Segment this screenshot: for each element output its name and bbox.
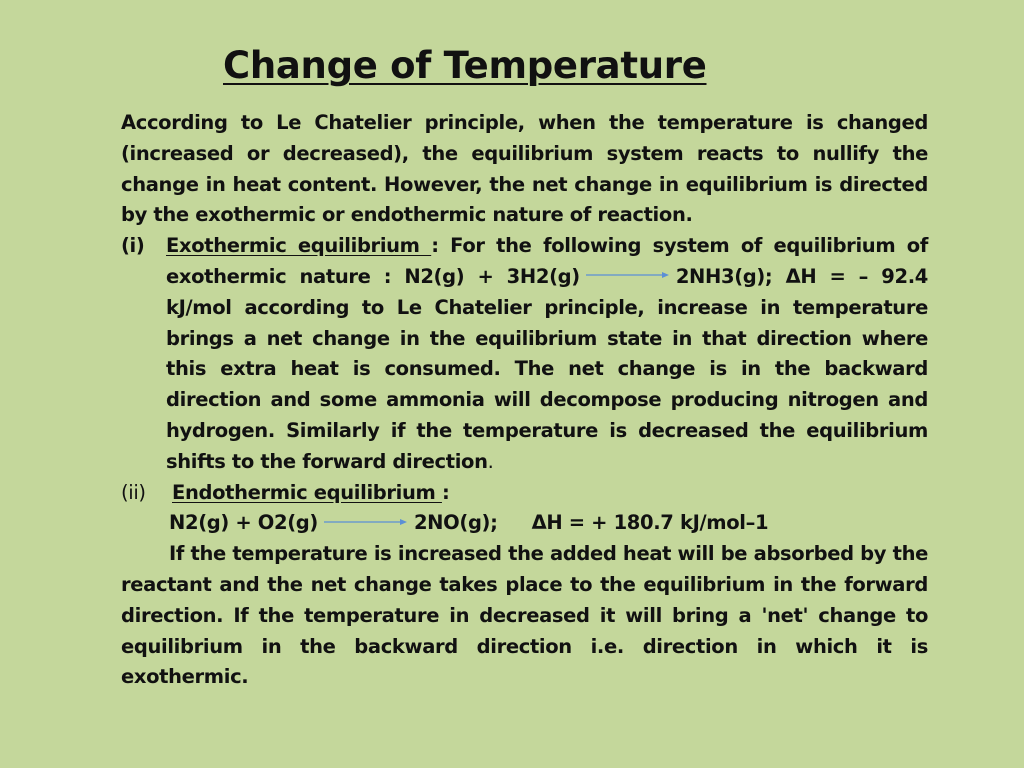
exothermic-heading: Exothermic equilibrium (166, 234, 432, 258)
intro-paragraph: According to Le Chatelier principle, when the temperature is changed (increased or decreased), the equilibrium system reacts to nullify the change in heat content. However, the net change in equilibrium is directed by the exothermic or endothermic nature of reaction. (121, 111, 928, 227)
exothermic-body (166, 231, 928, 477)
endothermic-equation (121, 508, 928, 539)
endothermic-reactants: N2(g) + O2(g) (169, 511, 318, 535)
page-title: Change of Temperature (223, 44, 707, 87)
endothermic-product: 2NO(g); (413, 511, 498, 535)
endothermic-colon: : (441, 480, 450, 504)
exothermic-marker: (i) (121, 234, 145, 258)
forward-arrow-icon (324, 518, 408, 526)
exothermic-product: 2NH3(g); ΔH = – 92.4 kJ/mol (166, 264, 928, 319)
endothermic-paragraph: If the temperature is increased the added heat will be absorbed by the reactant and the net change takes place to the equilibrium in the forward direction. If the temperature in decreased it will bring a 'net' change to equilibrium in the backward direction i.e. direction in which it is exothermic. (121, 542, 928, 689)
endothermic-item (121, 478, 928, 509)
exothermic-end-mark: . (487, 449, 494, 473)
exothermic-lead: : For the following system of equilibrium of exothermic nature : N2(g) + 3H2(g) (166, 234, 928, 288)
forward-arrow-icon (586, 271, 670, 279)
exothermic-item (121, 231, 928, 477)
endothermic-marker: (ii) (121, 480, 146, 504)
slide-body (121, 108, 928, 693)
exothermic-explanation: according to Le Chatelier principle, increase in temperature brings a net change in the equilibrium state in that direction where this extra heat is consumed. The net change is in the backward direction and some ammonia will decompose producing nitrogen and hydrogen. Similarly if the temperature is decreased the equilibrium shifts to the forward direction (166, 295, 928, 473)
endothermic-heading: Endothermic equilibrium (172, 480, 442, 504)
endothermic-enthalpy: ΔH = + 180.7 kJ/mol–1 (531, 511, 769, 535)
endothermic-header (172, 478, 928, 509)
